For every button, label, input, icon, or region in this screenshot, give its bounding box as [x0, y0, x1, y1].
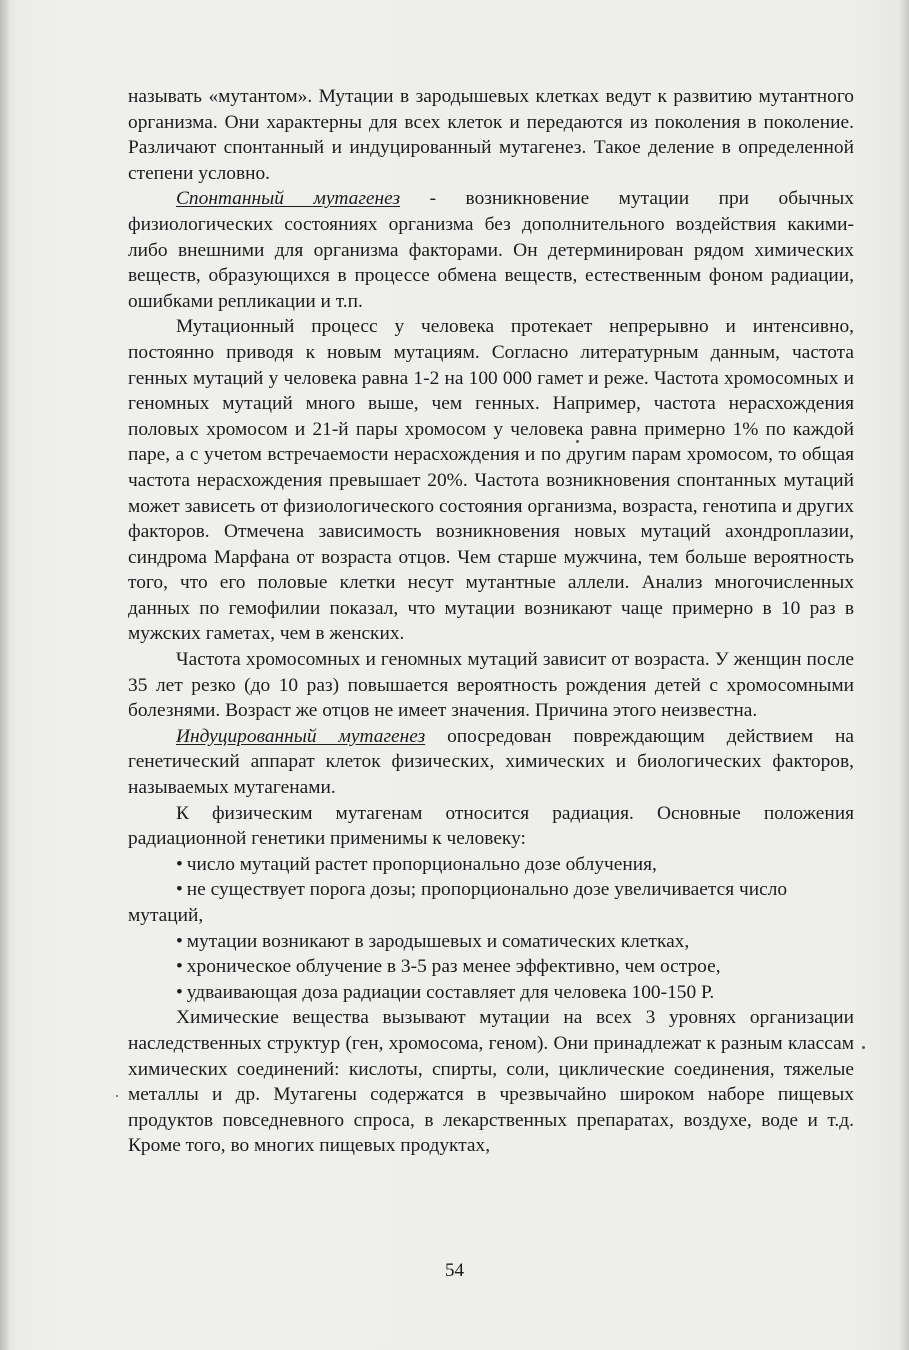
- bullet-icon: •: [176, 930, 183, 952]
- bullet-icon: •: [176, 853, 183, 875]
- bullet-icon: •: [176, 981, 183, 1003]
- bullet-text: удваивающая доза радиации составляет для человека 100-150 Р.: [186, 981, 715, 1003]
- bullet-text: хроническое облучение в 3-5 раз менее эффективно, чем острое,: [186, 956, 721, 978]
- paragraph-4: Частота хромосомных и геномных мутаций зависит от возраста. У женщин после 35 лет резко (до 10 раз) повышается вероятность рождения детей с хромосомными болезнями. Возраст же отцов не имеет значения. Причина этого неизвестна.: [128, 649, 854, 722]
- bullet-item: [128, 877, 854, 928]
- bullet-text: число мутаций растет пропорционально дозе облучения,: [186, 853, 657, 875]
- paragraph-spontaneous-mutagenesis: [128, 186, 854, 314]
- paragraph-1: называть «мутантом». Мутации в зародышевых клетках ведут к развитию мутантного организма. Они характерны для всех клеток и передаются из поколения в поколение. Различают спонтанный и индуцированный мутагенез. Такое деление в определенной степени условно.: [128, 86, 854, 184]
- page-number: 54: [445, 1260, 464, 1281]
- print-speck: [576, 440, 579, 443]
- page-text: [128, 84, 854, 1159]
- paragraph-5-text: опосредован повреждающим действием на генетический аппарат клеток физических, химических и биологических факторов, называемых мутагенами.: [128, 725, 854, 799]
- paragraph-6: К физическим мутагенам относится радиация. Основные положения радиационной генетики применимы к человеку:: [128, 802, 854, 850]
- term-spontaneous-mutagenesis: Спонтанный мутагенез: [176, 188, 401, 210]
- page-right-edge: [899, 0, 909, 1350]
- paragraph-3: Мутационный процесс у человека протекает непрерывно и интенсивно, постоянно приводя к новым мутациям. Согласно литературным данным, частота генных мутаций у человека равна 1-2 на 100 000 гамет и реже. Частота хромосомных и геномных мутаций много выше, чем генных. Например, частота нерасхождения половых хромосом и 21-й пары хромосом у человека равна примерно 1% по каждой паре, а с учетом встречаемости нерасхождения и по другим парам хромосом, то общая частота нерасхождения превышает 20%. Частота возникновения спонтанных мутаций может зависеть от физиологического состояния организма, возраста, генотипа и других факторов. Отмечена зависимость возникновения новых мутаций ахондроплазии, синдрома Марфана от возраста отцов. Чем старше мужчина, тем больше вероятность того, что его половые клетки несут мутантные аллели. Анализ многочисленных данных по гемофилии показал, что мутации возникают чаще примерно в 10 раз в мужских гаметах, чем в женских.: [128, 316, 854, 645]
- print-speck: [116, 1095, 118, 1097]
- paragraph-2-text: - возникновение мутации при обычных физиологических состояниях организма без дополнительного воздействия какими-либо внешними для организма факторами. Он детерминирован рядом химических веществ, образующихся в процессе обмена веществ, естественным фоном радиации, ошибками репликации и т.п.: [128, 188, 854, 312]
- term-induced-mutagenesis: Индуцированный мутагенез: [176, 725, 426, 747]
- paragraph-induced-mutagenesis: [128, 724, 854, 801]
- bullet-item: [128, 954, 854, 980]
- bullet-text: не существует порога дозы; пропорционально дозе увеличивается число мутаций,: [128, 879, 788, 926]
- bullet-item: [128, 852, 854, 878]
- bullet-icon: •: [176, 956, 183, 978]
- bullet-item: [128, 980, 854, 1006]
- paragraph-7: Химические вещества вызывают мутации на всех 3 уровнях организации наследственных структур (ген, хромосома, геном). Они принадлежат к разным классам химических соединений: кислоты, спирты, соли, циклические соединения, тяжелые металлы и др. Мутагены содержатся в чрезвычайно широком наборе пищевых продуктов повседневного спроса, в лекарственных препаратах, воздухе, воде и т.д. Кроме того, во многих пищевых продуктах,: [128, 1007, 854, 1157]
- bullet-text: мутации возникают в зародышевых и соматических клетках,: [186, 930, 690, 952]
- print-speck: [862, 1046, 865, 1049]
- bullet-item: [128, 929, 854, 955]
- bullet-icon: •: [176, 879, 183, 901]
- page-left-edge: [0, 0, 10, 1350]
